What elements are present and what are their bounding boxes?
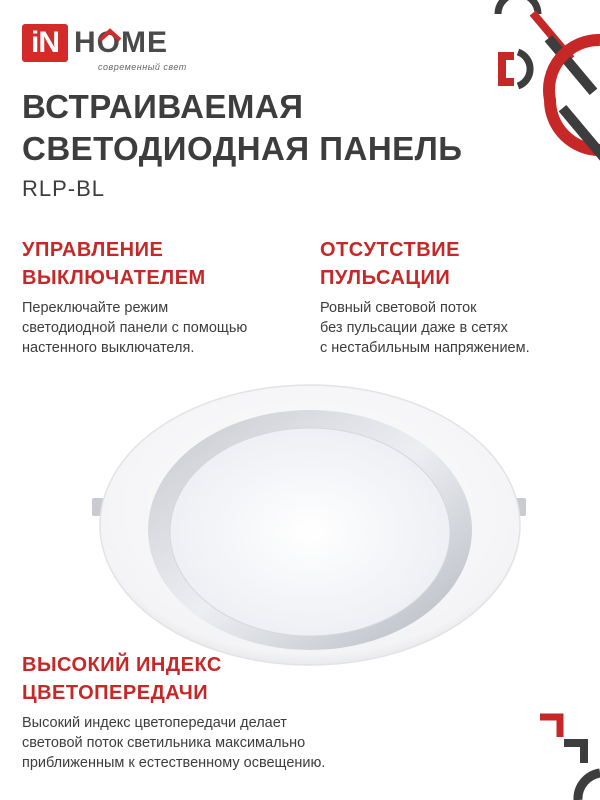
feature-title-line: ПУЛЬСАЦИИ bbox=[320, 267, 451, 289]
feature-switch-control-title bbox=[22, 236, 282, 292]
feature-text-line: настенного выключателя. bbox=[22, 340, 195, 356]
feature-text-line: приближенным к естественному освещению. bbox=[22, 755, 326, 771]
feature-title-line: ВЫКЛЮЧАТЕЛЕМ bbox=[22, 267, 206, 289]
feature-text-line: с нестабильным напряжением. bbox=[320, 340, 530, 356]
led-panel-image bbox=[90, 380, 530, 670]
feature-text-line: светодиодной панели с помощью bbox=[22, 320, 248, 336]
decorative-shapes-bottom bbox=[520, 705, 600, 800]
feature-text-line: Высокий индекс цветопередачи делает bbox=[22, 715, 287, 731]
feature-text-line: световой поток светильника максимально bbox=[22, 735, 306, 751]
brand-logo bbox=[22, 24, 192, 74]
feature-title-line: ВЫСОКИЙ ИНДЕКС bbox=[22, 654, 222, 676]
title-line-1: ВСТРАИВАЕМАЯ bbox=[22, 88, 304, 125]
feature-text-line: Переключайте режим bbox=[22, 300, 169, 316]
page-title bbox=[22, 86, 502, 170]
feature-switch-control-text bbox=[22, 298, 302, 358]
feature-text-line: без пульсации даже в сетях bbox=[320, 320, 508, 336]
feature-title-line: УПРАВЛЕНИЕ bbox=[22, 239, 164, 261]
logo-tagline: современный свет bbox=[98, 62, 187, 72]
model-number: RLP-BL bbox=[22, 176, 106, 201]
decorative-shapes-top bbox=[488, 0, 600, 170]
feature-title-line: ЦВЕТОПЕРЕДАЧИ bbox=[22, 682, 209, 704]
feature-color-rendering-title bbox=[22, 651, 422, 707]
logo-home-text: HOME bbox=[74, 26, 168, 59]
feature-color-rendering-text bbox=[22, 713, 442, 773]
feature-no-flicker-text bbox=[320, 298, 590, 358]
home-roof-icon bbox=[98, 28, 122, 42]
feature-text-line: Ровный световой поток bbox=[320, 300, 477, 316]
title-line-2: СВЕТОДИОДНАЯ ПАНЕЛЬ bbox=[22, 130, 463, 167]
feature-no-flicker-title bbox=[320, 236, 580, 292]
feature-title-line: ОТСУТСТВИЕ bbox=[320, 239, 460, 261]
logo-in-badge: iN bbox=[22, 24, 68, 62]
